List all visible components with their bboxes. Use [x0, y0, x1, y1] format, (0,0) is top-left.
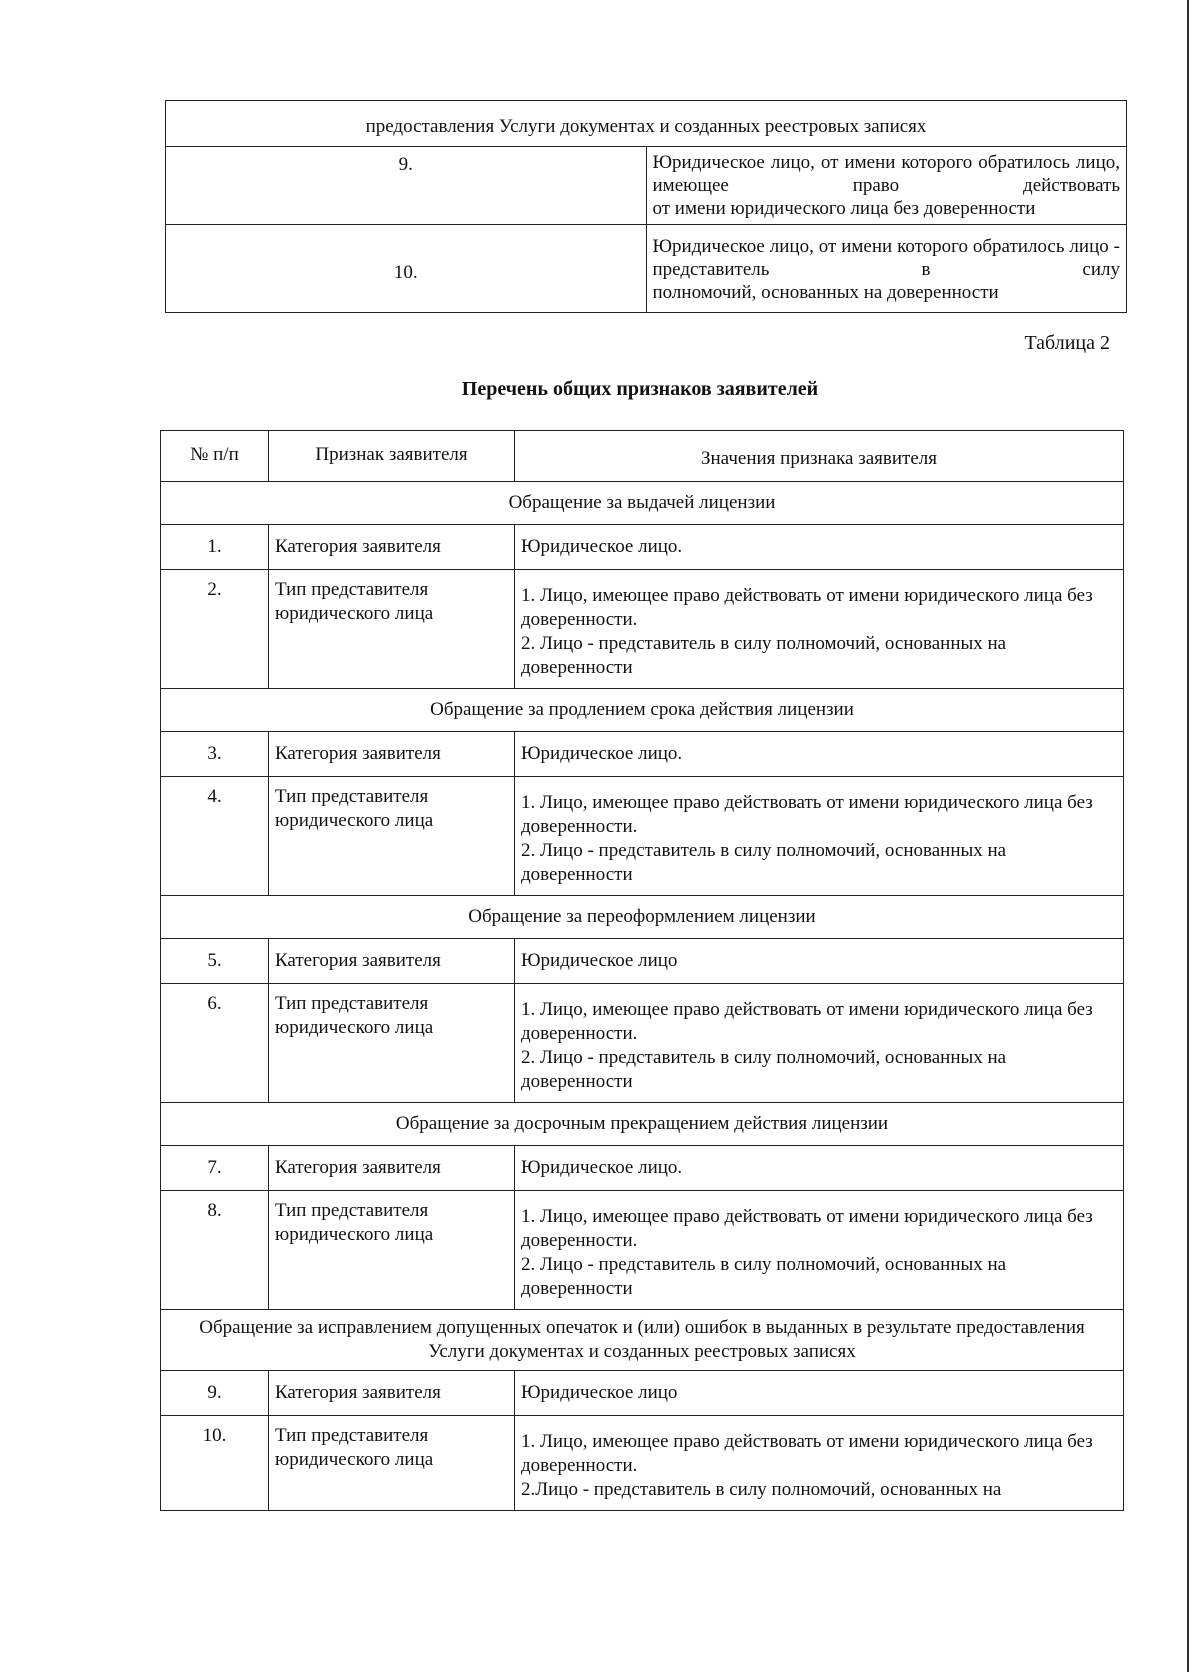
row-number: 9.: [161, 1371, 269, 1416]
row-attribute: Категория заявителя: [269, 732, 515, 777]
table-header-row: [161, 431, 1124, 482]
row-value: [515, 777, 1124, 896]
value-line: 1. Лицо, имеющее право действовать от имени юридического лица без доверенности.: [521, 999, 1093, 1044]
value-line: 2.Лицо - представитель в силу полномочий, основанных на: [521, 1479, 1002, 1500]
row-number: 6.: [161, 984, 269, 1103]
row-value: Юридическое лицо.: [515, 1146, 1124, 1191]
row-text-line: Юридическое лицо, от имени которого обратилось лицо, имеющее право действовать: [652, 152, 1120, 196]
row-number: 9.: [166, 147, 647, 225]
row-text-line: полномочий, основанных на доверенности: [652, 282, 999, 303]
value-line: 2. Лицо - представитель в силу полномочий, основанных на доверенности: [521, 1254, 1007, 1299]
continued-cell: предоставления Услуги документах и созданных реестровых записях: [166, 101, 1127, 147]
row-attribute: Тип представителя юридического лица: [269, 570, 515, 689]
row-attribute: Категория заявителя: [269, 1146, 515, 1191]
row-text: [646, 225, 1127, 313]
section-title: Обращение за исправлением допущенных опечаток и (или) ошибок в выданных в результате предоставления Услуги документах и созданных реестровых записях: [161, 1310, 1124, 1371]
continued-table: [165, 100, 1127, 313]
row-value: [515, 1191, 1124, 1310]
table-row: [161, 777, 1124, 896]
row-number: 1.: [161, 525, 269, 570]
row-value: Юридическое лицо: [515, 1371, 1124, 1416]
row-attribute: Категория заявителя: [269, 525, 515, 570]
row-attribute: Категория заявителя: [269, 939, 515, 984]
section-row: [161, 1310, 1124, 1371]
applicant-attributes-table: [160, 430, 1124, 1511]
row-value: [515, 1416, 1124, 1511]
table-row: [161, 732, 1124, 777]
section-row: [161, 482, 1124, 525]
row-attribute: Тип представителя юридического лица: [269, 1191, 515, 1310]
row-number: 3.: [161, 732, 269, 777]
table-row: [166, 147, 1127, 225]
value-line: 1. Лицо, имеющее право действовать от имени юридического лица без доверенности.: [521, 585, 1093, 630]
row-attribute: Тип представителя юридического лица: [269, 984, 515, 1103]
section-title: Обращение за продлением срока действия лицензии: [161, 689, 1124, 732]
row-number: 8.: [161, 1191, 269, 1310]
row-number: 4.: [161, 777, 269, 896]
header-number: № п/п: [161, 431, 269, 482]
table-row: [161, 939, 1124, 984]
table-row: [161, 984, 1124, 1103]
row-text-line: Юридическое лицо, от имени которого обратилось лицо - представитель в силу: [652, 236, 1120, 280]
table-row: [161, 1191, 1124, 1310]
row-number: 5.: [161, 939, 269, 984]
table-label: Таблица 2: [1024, 332, 1110, 354]
table-row: [161, 1416, 1124, 1511]
table-row: [161, 1371, 1124, 1416]
row-attribute: Категория заявителя: [269, 1371, 515, 1416]
header-value: Значения признака заявителя: [515, 431, 1124, 482]
scan-edge-line: [1187, 0, 1189, 1672]
table-row: [166, 225, 1127, 313]
table-row: [161, 1146, 1124, 1191]
row-number: 2.: [161, 570, 269, 689]
row-value: [515, 984, 1124, 1103]
row-text: [646, 147, 1127, 225]
row-value: [515, 570, 1124, 689]
row-value: Юридическое лицо.: [515, 732, 1124, 777]
section-row: [161, 1103, 1124, 1146]
row-text-line: от имени юридического лица без доверенности: [652, 198, 1036, 219]
value-line: 1. Лицо, имеющее право действовать от имени юридического лица без доверенности.: [521, 792, 1093, 837]
table-row: [161, 525, 1124, 570]
table-row: [161, 570, 1124, 689]
value-line: 2. Лицо - представитель в силу полномочий, основанных на доверенности: [521, 840, 1007, 885]
table-row: [166, 101, 1127, 147]
row-number: 10.: [161, 1416, 269, 1511]
value-line: 2. Лицо - представитель в силу полномочий, основанных на доверенности: [521, 633, 1007, 678]
row-number: 10.: [166, 225, 647, 313]
section-title: Обращение за досрочным прекращением действия лицензии: [161, 1103, 1124, 1146]
section-title: Обращение за выдачей лицензии: [161, 482, 1124, 525]
row-value: Юридическое лицо.: [515, 525, 1124, 570]
section-row: [161, 896, 1124, 939]
value-line: 1. Лицо, имеющее право действовать от имени юридического лица без доверенности.: [521, 1206, 1093, 1251]
value-line: 2. Лицо - представитель в силу полномочий, основанных на доверенности: [521, 1047, 1007, 1092]
section-title: Обращение за переоформлением лицензии: [161, 896, 1124, 939]
row-value: Юридическое лицо: [515, 939, 1124, 984]
page-title: Перечень общих признаков заявителей: [461, 378, 819, 400]
row-attribute: Тип представителя юридического лица: [269, 777, 515, 896]
header-attribute: Признак заявителя: [269, 431, 515, 482]
section-row: [161, 689, 1124, 732]
row-number: 7.: [161, 1146, 269, 1191]
row-attribute: Тип представителя юридического лица: [269, 1416, 515, 1511]
value-line: 1. Лицо, имеющее право действовать от имени юридического лица без доверенности.: [521, 1431, 1093, 1476]
